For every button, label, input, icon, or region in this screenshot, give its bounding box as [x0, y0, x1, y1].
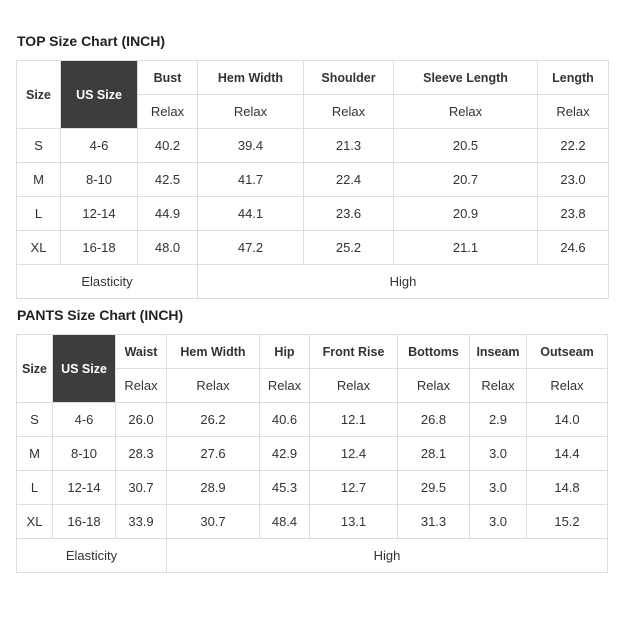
size-cell: S	[17, 129, 61, 163]
us-size-cell: 4-6	[53, 403, 116, 437]
top-header-row	[17, 61, 609, 95]
column-header-front-rise: Front Rise	[310, 335, 398, 369]
value-cell: 23.0	[538, 163, 609, 197]
fit-cell: Relax	[260, 369, 310, 403]
value-cell: 25.2	[304, 231, 394, 265]
value-cell: 30.7	[116, 471, 167, 505]
value-cell: 22.4	[304, 163, 394, 197]
pants-chart-title: PANTS Size Chart (INCH)	[17, 307, 184, 323]
us-size-cell: 8-10	[53, 437, 116, 471]
column-header-outseam: Outseam	[527, 335, 608, 369]
pants-size-chart-table	[16, 334, 608, 573]
value-cell: 26.8	[398, 403, 470, 437]
value-cell: 48.4	[260, 505, 310, 539]
us-size-cell: 4-6	[61, 129, 138, 163]
fit-cell: Relax	[138, 95, 198, 129]
value-cell: 47.2	[198, 231, 304, 265]
table-row	[17, 437, 608, 471]
us-size-cell: 16-18	[53, 505, 116, 539]
value-cell: 12.1	[310, 403, 398, 437]
elasticity-value-cell: High	[198, 265, 609, 299]
value-cell: 33.9	[116, 505, 167, 539]
value-cell: 22.2	[538, 129, 609, 163]
value-cell: 24.6	[538, 231, 609, 265]
value-cell: 40.6	[260, 403, 310, 437]
column-header-hip: Hip	[260, 335, 310, 369]
fit-cell: Relax	[398, 369, 470, 403]
size-cell: XL	[17, 505, 53, 539]
value-cell: 44.1	[198, 197, 304, 231]
value-cell: 48.0	[138, 231, 198, 265]
size-cell: M	[17, 437, 53, 471]
value-cell: 44.9	[138, 197, 198, 231]
elasticity-label-cell: Elasticity	[17, 265, 198, 299]
elasticity-row	[17, 265, 609, 299]
us-size-column-header: US Size	[53, 335, 116, 403]
top-size-chart-table	[16, 60, 609, 299]
size-column-header: Size	[17, 61, 61, 129]
value-cell: 21.3	[304, 129, 394, 163]
value-cell: 27.6	[167, 437, 260, 471]
value-cell: 31.3	[398, 505, 470, 539]
value-cell: 20.9	[394, 197, 538, 231]
size-cell: L	[17, 197, 61, 231]
table-row	[17, 505, 608, 539]
elasticity-row	[17, 539, 608, 573]
value-cell: 12.7	[310, 471, 398, 505]
value-cell: 42.9	[260, 437, 310, 471]
table-row	[17, 129, 609, 163]
value-cell: 20.7	[394, 163, 538, 197]
us-size-cell: 12-14	[61, 197, 138, 231]
size-cell: S	[17, 403, 53, 437]
column-header-inseam: Inseam	[470, 335, 527, 369]
size-column-header: Size	[17, 335, 53, 403]
size-cell: XL	[17, 231, 61, 265]
value-cell: 14.8	[527, 471, 608, 505]
value-cell: 14.0	[527, 403, 608, 437]
value-cell: 29.5	[398, 471, 470, 505]
column-header-length: Length	[538, 61, 609, 95]
top-chart-title: TOP Size Chart (INCH)	[17, 33, 166, 49]
value-cell: 42.5	[138, 163, 198, 197]
value-cell: 41.7	[198, 163, 304, 197]
elasticity-label-cell: Elasticity	[17, 539, 167, 573]
column-header-sleeve-length: Sleeve Length	[394, 61, 538, 95]
size-cell: M	[17, 163, 61, 197]
table-row	[17, 403, 608, 437]
value-cell: 3.0	[470, 505, 527, 539]
table-row	[17, 197, 609, 231]
column-header-hem-width: Hem Width	[198, 61, 304, 95]
column-header-waist: Waist	[116, 335, 167, 369]
table-row	[17, 163, 609, 197]
value-cell: 28.1	[398, 437, 470, 471]
value-cell: 23.6	[304, 197, 394, 231]
value-cell: 28.3	[116, 437, 167, 471]
value-cell: 14.4	[527, 437, 608, 471]
fit-cell: Relax	[538, 95, 609, 129]
value-cell: 26.2	[167, 403, 260, 437]
fit-cell: Relax	[198, 95, 304, 129]
value-cell: 2.9	[470, 403, 527, 437]
value-cell: 30.7	[167, 505, 260, 539]
value-cell: 45.3	[260, 471, 310, 505]
value-cell: 3.0	[470, 471, 527, 505]
value-cell: 13.1	[310, 505, 398, 539]
table-row	[17, 231, 609, 265]
fit-cell: Relax	[470, 369, 527, 403]
fit-cell: Relax	[304, 95, 394, 129]
fit-cell: Relax	[167, 369, 260, 403]
fit-cell: Relax	[116, 369, 167, 403]
us-size-cell: 16-18	[61, 231, 138, 265]
value-cell: 39.4	[198, 129, 304, 163]
us-size-cell: 8-10	[61, 163, 138, 197]
value-cell: 40.2	[138, 129, 198, 163]
us-size-column-header: US Size	[61, 61, 138, 129]
value-cell: 23.8	[538, 197, 609, 231]
table-row	[17, 471, 608, 505]
value-cell: 28.9	[167, 471, 260, 505]
column-header-bust: Bust	[138, 61, 198, 95]
pants-header-row	[17, 335, 608, 369]
column-header-hem-width: Hem Width	[167, 335, 260, 369]
us-size-cell: 12-14	[53, 471, 116, 505]
value-cell: 15.2	[527, 505, 608, 539]
fit-cell: Relax	[527, 369, 608, 403]
value-cell: 12.4	[310, 437, 398, 471]
fit-cell: Relax	[310, 369, 398, 403]
value-cell: 26.0	[116, 403, 167, 437]
elasticity-value-cell: High	[167, 539, 608, 573]
fit-cell: Relax	[394, 95, 538, 129]
size-cell: L	[17, 471, 53, 505]
value-cell: 3.0	[470, 437, 527, 471]
column-header-bottoms: Bottoms	[398, 335, 470, 369]
value-cell: 21.1	[394, 231, 538, 265]
column-header-shoulder: Shoulder	[304, 61, 394, 95]
value-cell: 20.5	[394, 129, 538, 163]
